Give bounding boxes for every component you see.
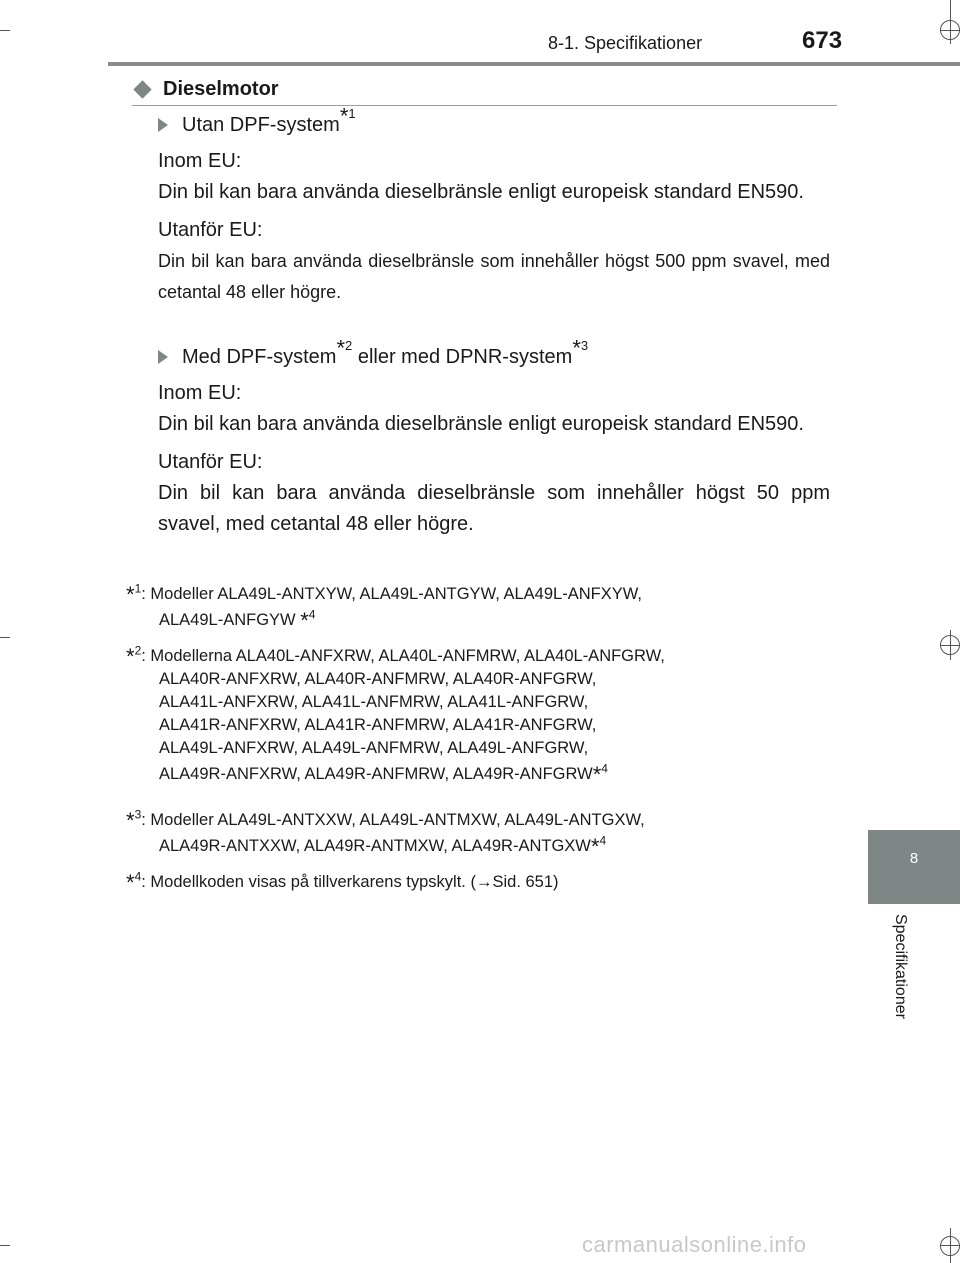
footnote-2: *$^2$: Modellerna ALA40L-ANFXRW, ALA40L-ANFMRW, ALA40L-ANFGRW, ALA40R-ANFXRW, ALA40R-ANFMRW, ALA40R-ANFGRW, ALA41L-ANFXRW, ALA41L-ANFMRW, ALA41L-ANFGRW, ALA41R-ANFXRW, ALA41R-ANFMRW, ALA41R-ANFGRW, ALA49L-ANFXRW, ALA49L-ANFMRW, ALA49L-ANFGRW, ALA49R-ANFXRW, ALA49R-ANFMRW, ALA49R-ANFGRW*$^4$ — [126, 643, 665, 787]
outside-eu-label: Utanför EU: — [158, 219, 263, 241]
outside-eu-text: Din bil kan bara använda dieselbränsle som innehåller högst 500 ppm svavel, med cetantal 48 eller högre. — [158, 251, 830, 302]
footnote-4: *$^4$: Modellkoden visas på tillverkarens typskylt. (→Sid. 651) — [126, 869, 559, 895]
registration-circle-mid-right — [940, 635, 960, 655]
footnote-1: *$^1$: Modeller ALA49L-ANTXYW, ALA49L-ANTGYW, ALA49L-ANFXYW, ALA49L-ANFGYW *$^4$ — [126, 581, 642, 633]
footnote-3: *$^3$: Modeller ALA49L-ANTXXW, ALA49L-ANTMXW, ALA49L-ANTGXW, ALA49R-ANTXXW, ALA49R-ANTMXW, ALA49R-ANTGXW*$^4$ — [126, 807, 645, 859]
inside-eu-label: Inom EU: — [158, 382, 242, 404]
section-rule — [132, 105, 837, 106]
inside-eu-text: Din bil kan bara använda dieselbränsle enligt europeisk standard EN590. — [158, 413, 804, 435]
arrow-right-icon: → — [475, 873, 493, 891]
triangle-bullet-icon — [158, 350, 168, 364]
page-number: 673 — [802, 27, 843, 54]
watermark: carmanualsonline.info — [582, 1232, 807, 1257]
header-rule — [108, 62, 960, 66]
block-with-dpf — [158, 335, 830, 540]
triangle-bullet-icon — [158, 118, 168, 132]
crop-mark-top-left — [0, 30, 10, 31]
inside-eu-label: Inom EU: — [158, 150, 242, 172]
header-section-title: 8-1. Specifikationer — [548, 33, 703, 53]
chapter-tab — [868, 830, 960, 904]
chapter-tab-label: Specifikationer — [892, 914, 909, 1019]
chapter-tab-number: 8 — [909, 850, 919, 867]
crop-mark-bottom-left — [0, 1245, 10, 1246]
inside-eu-text: Din bil kan bara använda dieselbränsle enligt europeisk standard EN590. — [158, 181, 804, 203]
section-title: Dieselmotor — [163, 77, 279, 100]
registration-circle-bottom-right — [940, 1236, 960, 1256]
bullet-without-dpf — [158, 103, 830, 137]
bullet-text: Med DPF-system*$^2$ eller med DPNR-system*$^3$ — [182, 335, 589, 368]
block-without-dpf — [158, 103, 830, 308]
outside-eu-text: Din bil kan bara använda dieselbränsle som innehåller högst 50 ppm svavel, med cetantal 48 eller högre. — [158, 482, 830, 535]
outside-eu-label: Utanför EU: — [158, 451, 263, 473]
diamond-bullet-icon — [133, 80, 151, 98]
section-heading — [132, 76, 279, 102]
footnote-star: * — [339, 103, 349, 129]
crop-mark-mid-left — [0, 637, 10, 638]
registration-circle-top-right — [940, 20, 960, 40]
bullet-text: Utan DPF-system*$^1$ — [182, 103, 356, 136]
bullet-with-dpf — [158, 335, 830, 369]
